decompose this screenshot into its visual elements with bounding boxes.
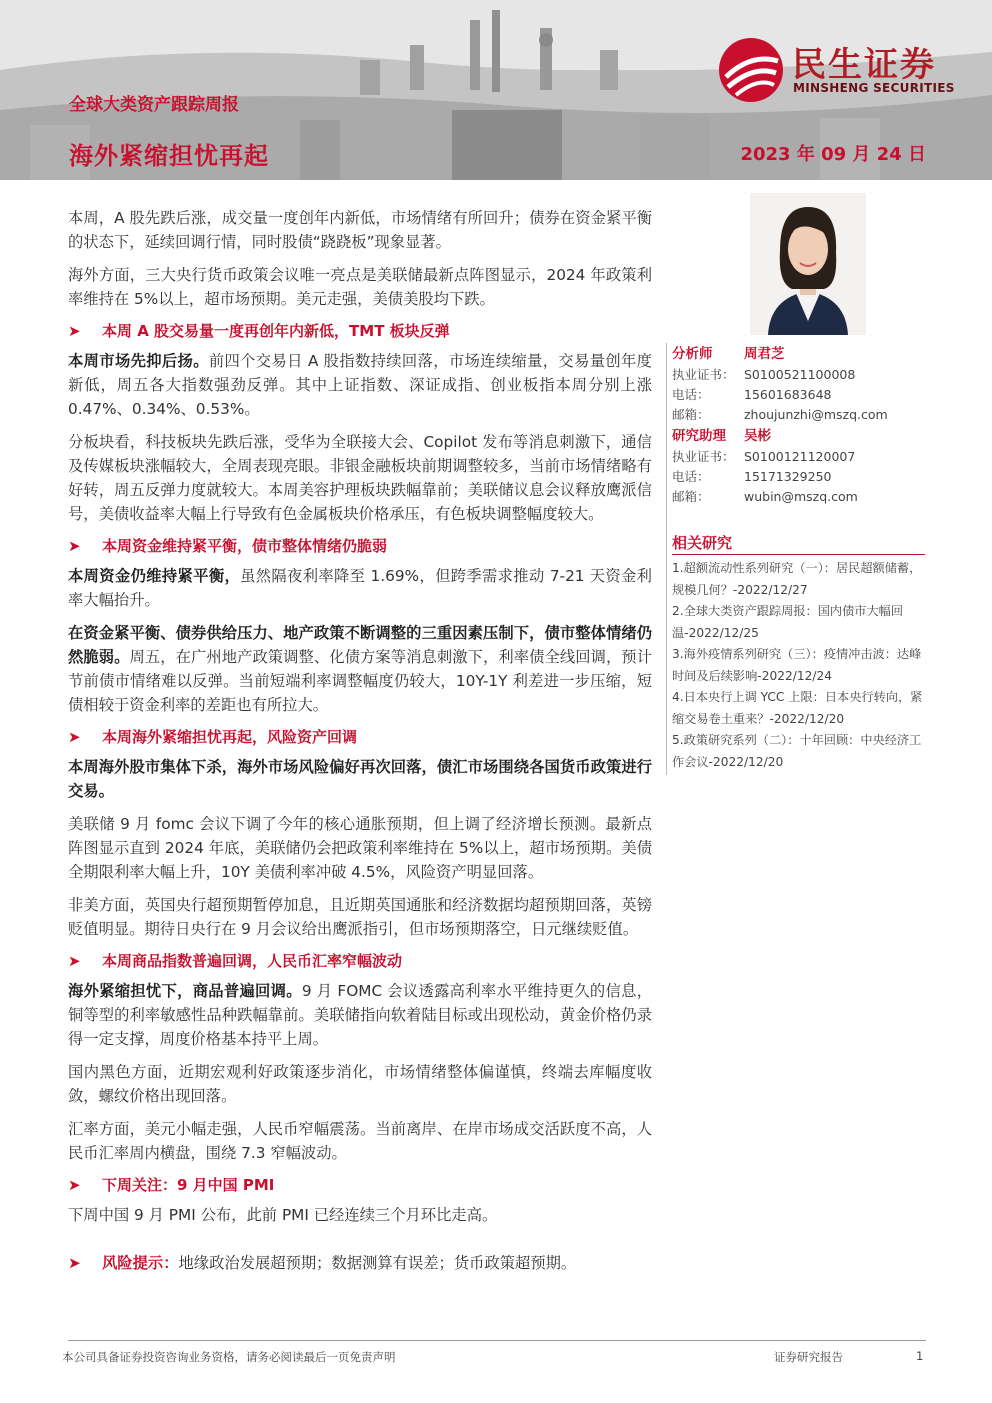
analyst-card: 分析师 周君芝 执业证书： S0100521100008 电话： 15601683648 邮箱： zhoujunzhi@mszq.com: [672, 343, 924, 425]
risk-text: 地缘政治发展超预期；数据测算有误差；货币政策超预期。: [178, 1254, 577, 1272]
related-research-title: 相关研究: [672, 534, 733, 552]
arrow-icon: ➤: [68, 1254, 81, 1272]
body-paragraph: 分板块看，科技板块先跌后涨，受华为全联接大会、Copilot 发布等消息刺激下，通信及传媒板块涨幅较大，全周表现亮眼。非银金融板块前期调整较多，当前市场情绪略有好转，周五反弹力度就较大。本周美容护理板块跌幅靠前；美联储议息会议释放鹰派信号，美债收益率大幅上行导致有色金属板块价格承压，有色板块调整幅度较大。: [68, 433, 652, 523]
arrow-icon: ➤: [68, 952, 81, 970]
intro-paragraph: 本周，A 股先跌后涨，成交量一度创年内新低，市场情绪有所回升；债券在资金紧平衡的状态下，延续回调行情，同时股债“跷跷板”现象显著。: [68, 209, 652, 251]
analyst-email: zhoujunzhi@mszq.com: [744, 407, 888, 422]
report-date: 2023 年 09 月 24 日: [740, 144, 926, 165]
body-paragraph: 本周海外股市集体下杀，海外市场风险偏好再次回落，债汇市场围绕各国货币政策进行交易。: [68, 758, 652, 800]
related-research-item[interactable]: 1.超额流动性系列研究（一）：居民超额储蓄，规模几何？-2022/12/27: [672, 561, 922, 597]
page-number: 1: [916, 1349, 924, 1363]
related-research-item[interactable]: 4.日本央行上调 YCC 上限：日本央行转向，紧缩交易卷土重来？-2022/12/20: [672, 690, 923, 726]
analyst-cert: S0100121120007: [744, 449, 856, 464]
report-title: 海外紧缩担忧再起: [69, 142, 269, 170]
arrow-icon: ➤: [68, 1176, 81, 1194]
section-heading: ➤ 本周商品指数普遍回调，人民币汇率窄幅波动: [68, 952, 403, 970]
analyst-card: 研究助理 吴彬 执业证书： S0100121120007 电话： 15171329250 邮箱： wubin@mszq.com: [672, 425, 924, 507]
analyst-email: wubin@mszq.com: [744, 489, 858, 504]
body-paragraph: 本周资金仍维持紧平衡，虽然隔夜利率降至 1.69%，但跨季需求推动 7-21 天资金利率大幅抬升。: [68, 567, 652, 609]
column-divider: [666, 343, 667, 775]
header-banner: [0, 0, 992, 180]
body-paragraph: 汇率方面，美元小幅走强，人民币窄幅震荡。当前离岸、在岸市场成交活跃度不高，人民币汇率周内横盘，围绕 7.3 窄幅波动。: [68, 1120, 652, 1162]
analyst-cert: S0100521100008: [744, 367, 856, 382]
analyst-name: 周君芝: [744, 346, 785, 362]
body-paragraph: 非美方面，英国央行超预期暂停加息，且近期英国通胀和经济数据均超预期回落，英镑贬值明显。期待日央行在 9 月会议给出鹰派指引，但市场预期落空，日元继续贬值。: [68, 896, 652, 938]
arrow-icon: ➤: [68, 322, 81, 340]
section-heading: ➤ 本周 A 股交易量一度再创年内新低，TMT 板块反弹: [68, 322, 450, 340]
arrow-icon: ➤: [68, 537, 81, 555]
related-research-item[interactable]: 3.海外疫情系列研究（三）：疫情冲击波：达峰时间及后续影响-2022/12/24: [672, 647, 922, 683]
analyst-photo: [750, 193, 866, 335]
analyst-phone: 15601683648: [744, 387, 832, 402]
body-paragraph: 在资金紧平衡、债券供给压力、地产政策不断调整的三重因素压制下，债市整体情绪仍然脆弱。周五，在广州地产政策调整、化债方案等消息刺激下，利率债全线回调，预计节前债市情绪难以反弹。当前短端利率调整幅度仍较大，10Y-1Y 利差进一步压缩，短债相较于资金利率的差距也有所拉大。: [68, 624, 652, 714]
body-paragraph: 美联储 9 月 fomc 会议下调了今年的核心通胀预期，但上调了经济增长预测。最新点阵图显示直到 2024 年底，美联储仍会把政策利率维持在 5%以上，超市场预期。美债全期限利率大幅上升，10Y 美债利率冲破 4.5%，风险资产明显回落。: [68, 815, 652, 881]
arrow-icon: ➤: [68, 728, 81, 746]
related-research-item[interactable]: 2.全球大类资产跟踪周报：国内债市大幅回温-2022/12/25: [672, 604, 904, 640]
logo-chinese-name: 民生证券: [792, 45, 936, 85]
section-heading: ➤ 下周关注：9 月中国 PMI: [68, 1176, 275, 1194]
footer-divider: [68, 1340, 926, 1341]
footer-disclaimer: 本公司具备证券投资咨询业务资格，请务必阅读最后一页免责声明: [62, 1350, 396, 1364]
section-heading: ➤ 本周海外紧缩担忧再起，风险资产回调: [68, 728, 358, 746]
intro-paragraph: 海外方面，三大央行货币政策会议唯一亮点是美联储最新点阵图显示，2024 年政策利率维持在 5%以上，超市场预期。美元走强，美债美股均下跌。: [68, 266, 652, 308]
analyst-phone: 15171329250: [744, 469, 832, 484]
logo-english-name: MINSHENG SECURITIES: [793, 81, 955, 95]
analyst-name: 吴彬: [744, 428, 771, 444]
analyst-role: 分析师: [672, 346, 713, 362]
main-content: [68, 206, 652, 1275]
section-heading: ➤ 本周资金维持紧平衡，债市整体情绪仍脆弱: [68, 537, 388, 555]
related-research-divider: [672, 554, 925, 555]
analyst-role: 研究助理: [672, 428, 726, 444]
body-paragraph: 下周中国 9 月 PMI 公布，此前 PMI 已经连续三个月环比走高。: [68, 1206, 498, 1224]
related-research-item[interactable]: 5.政策研究系列（二）：十年回顾：中央经济工作会议-2022/12/20: [672, 733, 922, 769]
body-paragraph: 海外紧缩担忧下，商品普遍回调。9 月 FOMC 会议透露高利率水平维持更久的信息，铜等型的利率敏感性品种跌幅靠前。美联储指向软着陆目标或出现松动，黄金价格仍录得一定支撑，周度价格基本持平上周。: [68, 982, 652, 1048]
related-research-list: [672, 558, 924, 773]
report-series: 全球大类资产跟踪周报: [69, 95, 239, 115]
footer-doc-type: 证券研究报告: [774, 1350, 843, 1364]
risk-label: 风险提示：: [102, 1254, 179, 1272]
body-paragraph: 本周市场先抑后扬。前四个交易日 A 股指数持续回落，市场连续缩量，交易量创年度新低，周五各大指数强劲反弹。其中上证指数、深证成指、创业板指本周分别上涨 0.47%、0.34%、0.53%。: [68, 352, 652, 418]
minsheng-logo-icon: [716, 35, 786, 105]
body-paragraph: 国内黑色方面，近期宏观利好政策逐步消化，市场情绪整体偏谨慎，终端去库幅度收敛，螺纹价格出现回落。: [68, 1063, 652, 1105]
company-logo: [716, 35, 966, 105]
risk-warning: [68, 1251, 652, 1275]
analyst-info: [672, 343, 924, 507]
